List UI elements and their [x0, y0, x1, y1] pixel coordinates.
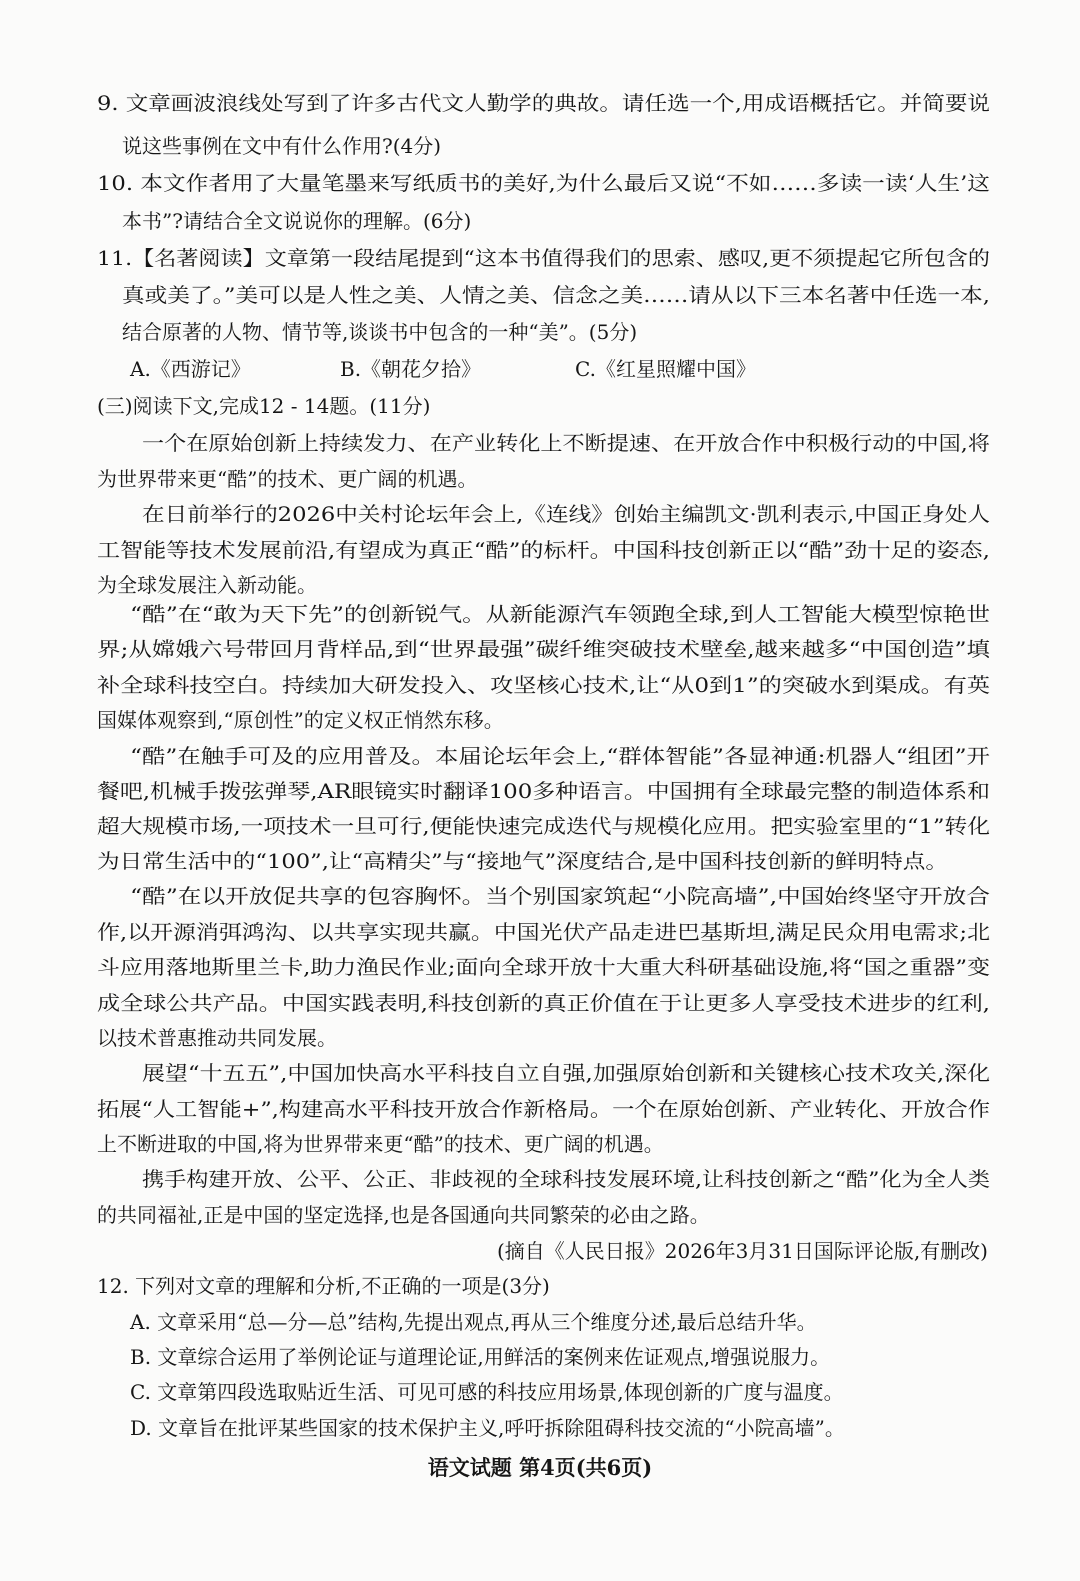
section-heading-text: (三)阅读下文,完成12 - 14题。(11分) [97, 394, 431, 418]
question-text: 结合原著的人物、情节等,谈谈书中包含的一种“美”。(5分) [122, 320, 638, 344]
question-text: 11.【名著阅读】文章第一段结尾提到“这本书值得我们的思索、感叹,更不须提起它所包含的 [97, 246, 991, 270]
exam-page: 9. 文章画波浪线处写到了许多古代文人勤学的典故。请任选一个,用成语概括它。并简要说 说这些事例在文中有什么作用?(4分) 10. 本文作者用了大量笔墨来写纸质书的美好,为什么最后又说“不如……多读一读‘人生’这 本书”?请结合全文说说你的理解。(6分) 11.【名著阅读】文章第一段结尾提到“这本书值得我们的思索、感叹,更不须提起它所包含的 真或美了。”美可以是人性之美、人情之美、信念之美……请从以下三本名著中任选一本, 结合原著的人物、情节等,谈谈书中包含的一种“美”。(5分) A.《西游记》 B.《朝花夕拾》 C.《红星照耀中国》 (三)阅读下文,完成12 - 14题。(11分) 一个在原始创新上持续发力、在产业转化上不断提速、在开放合作中积极行动的中国,将 为世界带来更“酷”的技术、更广阔的机遇。 在日前举行的2026中关村论坛年会上,《连线》创始主编凯文·凯利表示,中国正身处人 工智能等技术发展前沿,有望成为真正“酷”的标杆。中国科技创新正以“酷”劲十足的姿态, 为全球发展注入新动能。 “酷”在“敢为天下先”的创新锐气。从新能源汽车领跑全球,到人工智能大模型惊艳世 界;从嫦娥六号带回月背样品,到“世界最强”碳纤维突破技术壁垒,越来越多“中国创造”填 补全球科技空白。持续加大研发投入、攻坚核心技术,让“从0到1”的突破水到渠成。有英 国媒体观察到,“原创性”的定义权正悄然东移。 “酷”在触手可及的应用普及。本届论坛年会上,“群体智能”各显神通:机器人“组团”开 餐吧,机械手拨弦弹琴,AR眼镜实时翻译100多种语言。中国拥有全球最完整的制造体系和 超大规模市场,一项技术一旦可行,便能快速完成迭代与规模化应用。把实验室里的“1”转化 为日常生活中的“100”,让“高精尖”与“接地气”深度结合,是中国科技创新的鲜明特点。 “酷”在以开放促共享的包容胸怀。当个别国家筑起“小院高墙”,中国始终坚守开放合 作,以开源消弭鸿沟、以共享实现共赢。中国光伏产品走进巴基斯坦,满足民众用电需求;北 斗应用落地斯里兰卡,助力渔民作业;面向全球开放十大重大科研基础设施,将“国之重器”变 成全球公共产品。中国实践表明,科技创新的真正价值在于让更多人享受技术进步的红利, 以技术普惠推动共同发展。 展望“十五五”,中国加快高水平科技自立自强,加强原始创新和关键核心技术攻关,深化 拓展“人工智能+”,构建高水平科技开放合作新格局。一个在原始创新、产业转化、开放合作 上不断进取的中国,将为世界带来更“酷”的技术、更广阔的机遇。 携手构建开放、公平、公正、非歧视的全球科技发展环境,让科技创新之“酷”化为全人类 的共同福祉,正是中国的坚定选择,也是各国通向共同繁荣的必由之路。 (摘自《人民日报》2026年3月31日国际评论版,有删改) 12. 下列对文章的理解和分析,不正确的一项是(3分) A. 文章采用“总—分—总”结构,先提出观点,再从三个维度分述,最后总结升华。 B. 文章综合运用了举例论证与道理论证,用鲜活的案例来佐证观点,增强说服力。 C. 文章第四段选取贴近生活、可见可感的科技应用场景,体现创新的广度与温度。 D. 文章旨在批评某些国家的技术保护主义,呼吁拆除阻碍科技交流的“小院高墙”。 语文试题 第4页(共6页) [0, 0, 1080, 1581]
option-c: C.《红星照耀中国》 [575, 357, 756, 381]
question-text: 9. 文章画波浪线处写到了许多古代文人勤学的典故。请任选一个,用成语概括它。并简要说 [97, 91, 990, 115]
option-a: A.《西游记》 [130, 357, 251, 381]
question-text: 说这些事例在文中有什么作用?(4分) [122, 134, 442, 158]
source-citation: (摘自《人民日报》2026年3月31日国际评论版,有删改) [496, 1239, 988, 1263]
page-number-label: 语文试题 第4页(共6页) [427, 1455, 653, 1480]
question-text: 12. 下列对文章的理解和分析,不正确的一项是(3分) [97, 1274, 550, 1298]
question-text: 10. 本文作者用了大量笔墨来写纸质书的美好,为什么最后又说“不如……多读一读‘人生’这 [97, 171, 990, 195]
page-footer [0, 1453, 1080, 1483]
option-b: B.《朝花夕拾》 [340, 357, 482, 381]
question-text: 本书”?请结合全文说说你的理解。(6分) [122, 209, 472, 233]
question-text: 真或美了。”美可以是人性之美、人情之美、信念之美……请从以下三本名著中任选一本, [122, 283, 991, 307]
